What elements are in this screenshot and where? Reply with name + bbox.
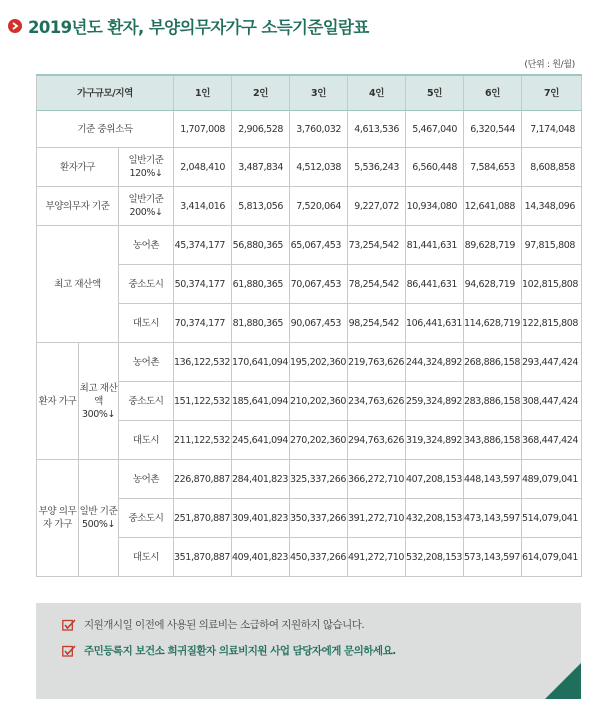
value-cell: 102,815,808: [522, 265, 582, 304]
value-cell: 270,202,360: [290, 421, 348, 460]
region-label: 농어촌: [119, 343, 174, 382]
notice-box: [36, 603, 581, 699]
value-cell: 366,272,710: [348, 460, 406, 499]
value-cell: 407,208,153: [406, 460, 464, 499]
value-cell: 7,584,653: [464, 148, 522, 187]
income-criteria-table: [36, 74, 582, 577]
unit-label: (단위 : 원/월): [524, 60, 575, 70]
region-label: 중소도시: [119, 499, 174, 538]
value-cell: 489,079,041: [522, 460, 582, 499]
value-cell: 14,348,096: [522, 187, 582, 226]
value-cell: 614,079,041: [522, 538, 582, 577]
column-header: 2인: [232, 75, 290, 111]
notice-item: [62, 617, 364, 632]
supporter-household-criteria: 일반기준 200%↓: [119, 187, 174, 226]
value-cell: 391,272,710: [348, 499, 406, 538]
value-cell: 195,202,360: [290, 343, 348, 382]
value-cell: 2,048,410: [174, 148, 232, 187]
value-cell: 89,628,719: [464, 226, 522, 265]
value-cell: 73,254,542: [348, 226, 406, 265]
value-cell: 343,886,158: [464, 421, 522, 460]
value-cell: 1,707,008: [174, 111, 232, 148]
supporter-household-label: 부양의무자 기준: [37, 187, 119, 226]
value-cell: 6,560,448: [406, 148, 464, 187]
column-header: 5인: [406, 75, 464, 111]
patient-assets-label: 환자 가구: [37, 343, 79, 460]
value-cell: 234,763,626: [348, 382, 406, 421]
title-row: [8, 14, 369, 38]
value-cell: 86,441,631: [406, 265, 464, 304]
value-cell: 122,815,808: [522, 304, 582, 343]
value-cell: 351,870,887: [174, 538, 232, 577]
column-header: 1인: [174, 75, 232, 111]
value-cell: 94,628,719: [464, 265, 522, 304]
value-cell: 70,067,453: [290, 265, 348, 304]
value-cell: 56,880,365: [232, 226, 290, 265]
value-cell: 573,143,597: [464, 538, 522, 577]
column-header: 7인: [522, 75, 582, 111]
value-cell: 5,536,243: [348, 148, 406, 187]
value-cell: 2,906,528: [232, 111, 290, 148]
value-cell: 78,254,542: [348, 265, 406, 304]
region-label: 중소도시: [119, 265, 174, 304]
value-cell: 90,067,453: [290, 304, 348, 343]
supporter-assets-label: 부양 의무자 가구: [37, 460, 79, 577]
value-cell: 284,401,823: [232, 460, 290, 499]
corner-header: 가구규모/지역: [37, 75, 174, 111]
value-cell: 4,613,536: [348, 111, 406, 148]
value-cell: 106,441,631: [406, 304, 464, 343]
value-cell: 219,763,626: [348, 343, 406, 382]
value-cell: 70,374,177: [174, 304, 232, 343]
patient-assets-criteria: 최고 재산액 300%↓: [79, 343, 119, 460]
value-cell: 5,813,056: [232, 187, 290, 226]
column-header: 3인: [290, 75, 348, 111]
value-cell: 226,870,887: [174, 460, 232, 499]
value-cell: 98,254,542: [348, 304, 406, 343]
region-label: 농어촌: [119, 226, 174, 265]
value-cell: 309,401,823: [232, 499, 290, 538]
value-cell: 211,122,532: [174, 421, 232, 460]
row-label: 기준 중위소득: [37, 111, 174, 148]
column-header: 6인: [464, 75, 522, 111]
value-cell: 65,067,453: [290, 226, 348, 265]
value-cell: 61,880,365: [232, 265, 290, 304]
value-cell: 368,447,424: [522, 421, 582, 460]
value-cell: 114,628,719: [464, 304, 522, 343]
region-label: 중소도시: [119, 382, 174, 421]
value-cell: 308,447,424: [522, 382, 582, 421]
value-cell: 3,760,032: [290, 111, 348, 148]
value-cell: 170,641,094: [232, 343, 290, 382]
value-cell: 6,320,544: [464, 111, 522, 148]
value-cell: 251,870,887: [174, 499, 232, 538]
value-cell: 4,512,038: [290, 148, 348, 187]
value-cell: 319,324,892: [406, 421, 464, 460]
patient-household-criteria: 일반기준 120%↓: [119, 148, 174, 187]
value-cell: 532,208,153: [406, 538, 464, 577]
value-cell: 245,641,094: [232, 421, 290, 460]
value-cell: 7,174,048: [522, 111, 582, 148]
value-cell: 7,520,064: [290, 187, 348, 226]
value-cell: 514,079,041: [522, 499, 582, 538]
column-header: 4인: [348, 75, 406, 111]
value-cell: 3,414,016: [174, 187, 232, 226]
page-title: 2019년도 환자, 부양의무자가구 소득기준일람표: [28, 18, 369, 37]
value-cell: 450,337,266: [290, 538, 348, 577]
value-cell: 244,324,892: [406, 343, 464, 382]
value-cell: 268,886,158: [464, 343, 522, 382]
value-cell: 293,447,424: [522, 343, 582, 382]
value-cell: 81,441,631: [406, 226, 464, 265]
max-assets-label: 최고 재산액: [37, 226, 119, 343]
region-label: 대도시: [119, 421, 174, 460]
region-label: 대도시: [119, 538, 174, 577]
value-cell: 50,374,177: [174, 265, 232, 304]
supporter-assets-criteria: 일반 기준 500%↓: [79, 460, 119, 577]
value-cell: 9,227,072: [348, 187, 406, 226]
value-cell: 210,202,360: [290, 382, 348, 421]
value-cell: 185,641,094: [232, 382, 290, 421]
value-cell: 283,886,158: [464, 382, 522, 421]
value-cell: 151,122,532: [174, 382, 232, 421]
region-label: 농어촌: [119, 460, 174, 499]
checkbox-icon: [62, 645, 76, 657]
value-cell: 259,324,892: [406, 382, 464, 421]
notice-text: 주민등록지 보건소 희귀질환자 의료비지원 사업 담당자에게 문의하세요.: [84, 645, 396, 657]
value-cell: 325,337,266: [290, 460, 348, 499]
value-cell: 8,608,858: [522, 148, 582, 187]
value-cell: 97,815,808: [522, 226, 582, 265]
value-cell: 81,880,365: [232, 304, 290, 343]
value-cell: 432,208,153: [406, 499, 464, 538]
region-label: 대도시: [119, 304, 174, 343]
notice-text: 지원개시일 이전에 사용된 의료비는 소급하여 지원하지 않습니다.: [84, 619, 365, 631]
value-cell: 473,143,597: [464, 499, 522, 538]
value-cell: 448,143,597: [464, 460, 522, 499]
checkbox-icon: [62, 619, 76, 631]
value-cell: 136,122,532: [174, 343, 232, 382]
value-cell: 10,934,080: [406, 187, 464, 226]
value-cell: 45,374,177: [174, 226, 232, 265]
value-cell: 491,272,710: [348, 538, 406, 577]
patient-household-label: 환자가구: [37, 148, 119, 187]
value-cell: 409,401,823: [232, 538, 290, 577]
notice-item: [62, 643, 396, 658]
page-fold-corner: [545, 663, 581, 699]
value-cell: 12,641,088: [464, 187, 522, 226]
value-cell: 294,763,626: [348, 421, 406, 460]
arrow-bullet-icon: [8, 19, 22, 33]
value-cell: 5,467,040: [406, 111, 464, 148]
value-cell: 350,337,266: [290, 499, 348, 538]
value-cell: 3,487,834: [232, 148, 290, 187]
